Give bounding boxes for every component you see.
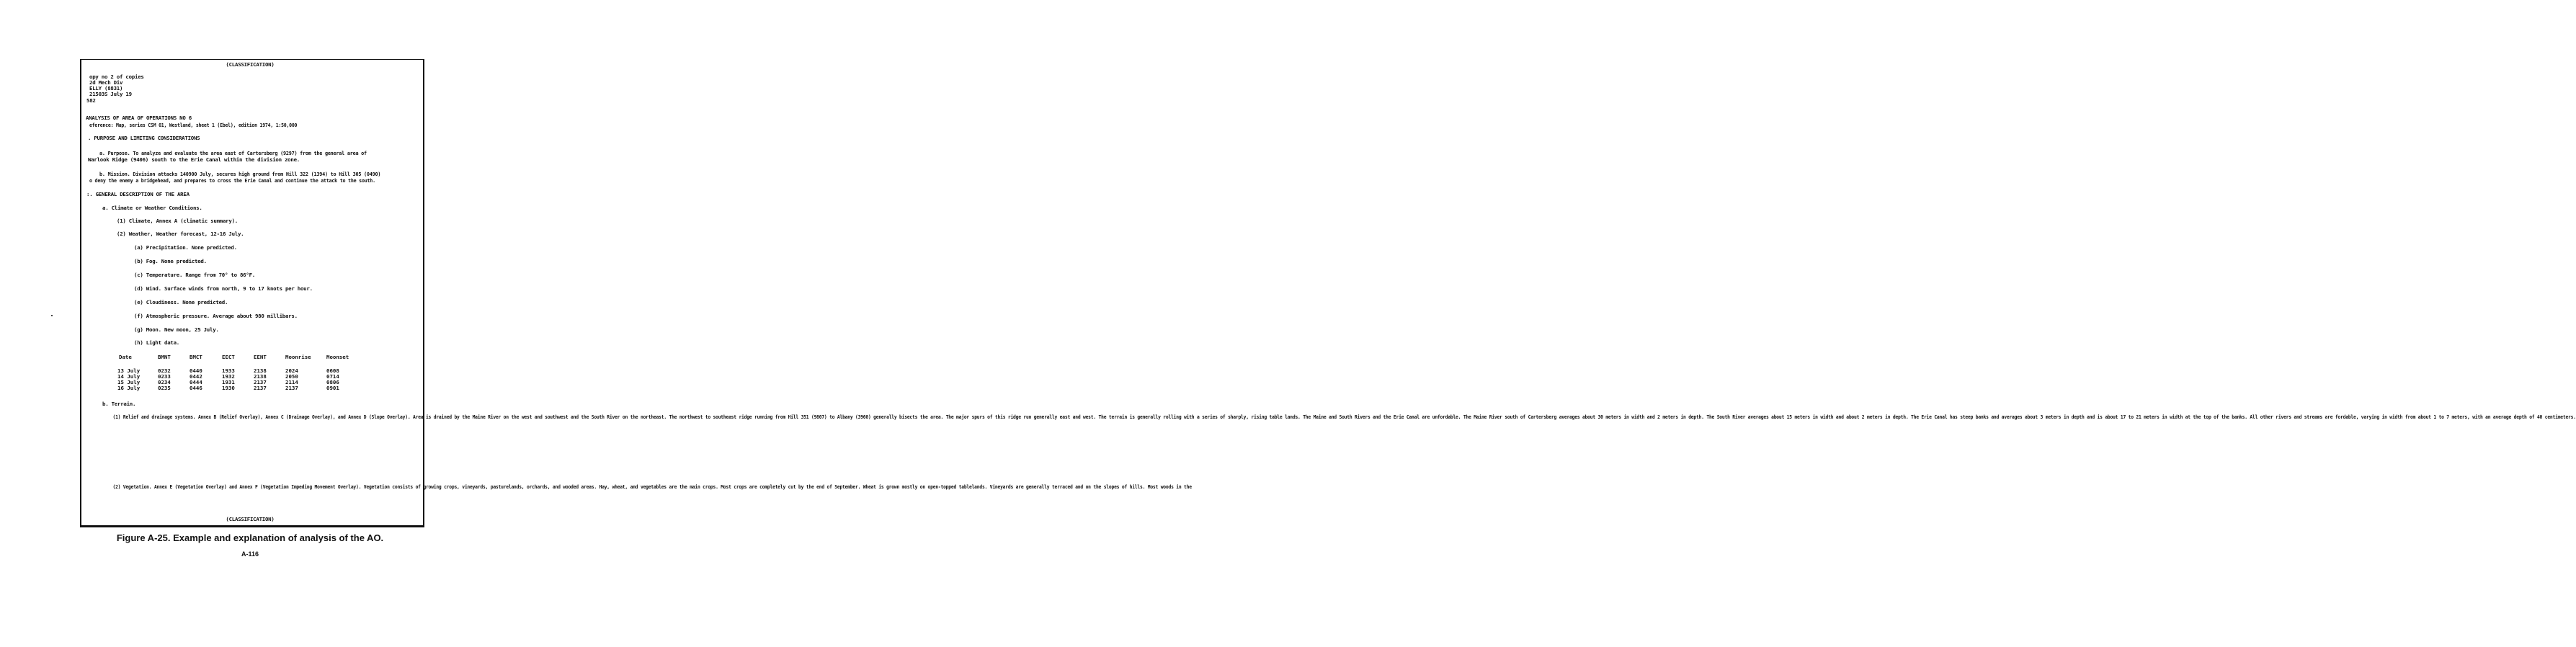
table-cell: 13 July	[117, 367, 141, 374]
table-cell: 1931	[222, 379, 235, 385]
table-cell: 0446	[190, 385, 202, 391]
table-cell: 0232	[158, 367, 171, 374]
mission-line-1: b. Mission. Division attacks 140900 July, secures high ground from Hill 322 (1394) to Hill 305 (0490)	[99, 171, 381, 177]
table-cell: 0806	[326, 379, 339, 385]
document-frame	[80, 59, 424, 527]
dtg-line: 21503S July 19	[89, 91, 132, 97]
reference-line: eference: Map, series CSM 01, Westland, sheet 1 (Ebel), edition 1974, 1:50,000	[89, 122, 298, 128]
mission-line-2: o deny the enemy a bridgehead, and prepares to cross the Erie Canal and continue the attack to the south.	[89, 177, 375, 184]
figure-caption: Figure A-25. Example and explanation of analysis of the AO.	[116, 532, 384, 543]
copy-line: opy no 2 of copies	[89, 73, 144, 80]
table-cell: 0440	[190, 367, 202, 374]
table-cell: 2138	[254, 373, 267, 380]
paragraph-line: about 3 meters in depth and is about 17 to 21 meters in width at the top of the banks. All other rivers and	[2025, 414, 2302, 420]
table-cell: 2138	[254, 367, 267, 374]
table-header: BMCT	[190, 354, 202, 360]
paragraph-line: (1) Relief and drainage systems. Annex B (Relief Overlay), Annex C (Drainage Overlay), and Annex D	[112, 414, 367, 420]
paragraph-line: Maine River south of Cartersberg averages about 30 meters in width and 2 meters in depth. The South River	[1474, 414, 1746, 420]
weather-item: (b) Fog. None predicted.	[134, 258, 207, 264]
table-cell: 2137	[254, 379, 267, 385]
table-cell: 2050	[285, 373, 298, 380]
table-cell: 0608	[326, 367, 339, 374]
terrain-heading: b. Terrain.	[102, 401, 136, 407]
weather-item: (f) Atmospheric pressure. Average about 980 millibars.	[134, 313, 298, 319]
climate-line: (1) Climate, Annex A (climatic summary).	[117, 218, 238, 224]
analysis-title: ANALYSIS OF AREA OF OPERATIONS NO 6	[86, 115, 192, 121]
location-line: ELLY (8831)	[89, 85, 123, 92]
weather-item: (g) Moon. New moon, 25 July.	[134, 326, 219, 333]
classification-top: (CLASSIFICATION)	[226, 61, 275, 68]
table-cell: 2137	[254, 385, 267, 391]
table-header: Moonrise	[285, 354, 311, 360]
purpose-line-2: Warlook Ridge (9406) south to the Erie Canal within the division zone.	[88, 156, 300, 163]
weather-item: (a) Precipitation. None predicted.	[134, 244, 237, 251]
forecast-line: (2) Weather, Weather forecast, 12-16 July.	[117, 231, 244, 237]
paragraph-line: on open-topped tablelands. Vineyards are generally terraced and on the slopes of hills. Most woods in the	[919, 483, 1192, 490]
table-cell: 15 July	[117, 379, 141, 385]
table-cell: 2114	[285, 379, 298, 385]
table-cell: 0233	[158, 373, 171, 380]
paragraph-line: averages about 15 meters in width and about 2 meters in depth. The Erie Canal has steep banks and averages	[1747, 414, 2023, 420]
table-header: EECT	[222, 354, 235, 360]
table-cell: 2024	[285, 367, 298, 374]
table-header: BMNT	[158, 354, 171, 360]
section2-heading: :. GENERAL DESCRIPTION OF THE AREA	[86, 191, 190, 197]
weather-item: (c) Temperature. Range from 70° to 86°F.	[134, 272, 255, 278]
table-header: Moonset	[326, 354, 349, 360]
paragraph-line: streams are fordable, varying in width from about 1 to 7 meters, with an average depth of 40 centimeters.	[2304, 414, 2576, 420]
weather-item: (e) Cloudiness. None predicted.	[134, 299, 228, 305]
table-cell: 0235	[158, 385, 171, 391]
paragraph-line: (Slope Overlay). Area is drained by the Maine River on the west and southwest and the South River on the	[368, 414, 638, 420]
ref-line: 582	[86, 97, 96, 104]
paragraph-line: a series of sharply, rising table lands. The Maine and South Rivers and the Erie Canal are unfordable. The	[1196, 414, 1471, 420]
table-header: Date	[119, 354, 132, 360]
vegetation-paragraph	[89, 484, 1192, 490]
purpose-line-1: a. Purpose. To analyze and evaluate the area east of Cartersberg (9297) from the general area of	[99, 150, 367, 156]
table-cell: 1932	[222, 373, 235, 380]
stray-mark	[51, 315, 53, 316]
table-cell: 0901	[326, 385, 339, 391]
table-cell: 1933	[222, 367, 235, 374]
table-cell: 0442	[190, 373, 202, 380]
table-cell: 0714	[326, 373, 339, 380]
paragraph-line: (2) Vegetation. Annex E (Vegetation Overlay) and Annex F (Vegetation Impeding Movement Overlay).	[112, 483, 362, 490]
table-cell: 1930	[222, 385, 235, 391]
paragraph-line: northeast. The northwest to southeast ridge running from Hill 351 (9807) to Albany (3960) generally bisects	[640, 414, 918, 420]
table-cell: 16 July	[117, 385, 141, 391]
weather-item: (h) Light data.	[134, 339, 179, 346]
section1-heading: . PURPOSE AND LIMITING CONSIDERATIONS	[88, 135, 200, 141]
paragraph-line: vegetables are the main crops. Most crops are completely cut by the end of September. Wheat is grown mostly	[640, 483, 918, 490]
table-cell: 14 July	[117, 373, 141, 380]
unit-line: 2d Mech Div	[89, 79, 123, 86]
weather-heading: a. Climate or Weather Conditions.	[102, 205, 202, 211]
relief-paragraph	[89, 414, 2576, 420]
weather-item: (d) Wind. Surface winds from north, 9 to 17 knots per hour.	[134, 285, 313, 292]
paragraph-line: the area. The major spurs of this ridge run generally east and west. The terrain is generally rolling with	[919, 414, 1195, 420]
table-header: EENT	[254, 354, 267, 360]
table-cell: 0444	[190, 379, 202, 385]
table-cell: 2137	[285, 385, 298, 391]
page-number: A-116	[241, 550, 259, 558]
paragraph-line: Vegetation consists of growing crops, vineyards, pasturelands, orchards, and wooded areas. Hay, wheat, and	[363, 483, 638, 490]
table-cell: 0234	[158, 379, 171, 385]
classification-bottom: (CLASSIFICATION)	[226, 516, 275, 522]
